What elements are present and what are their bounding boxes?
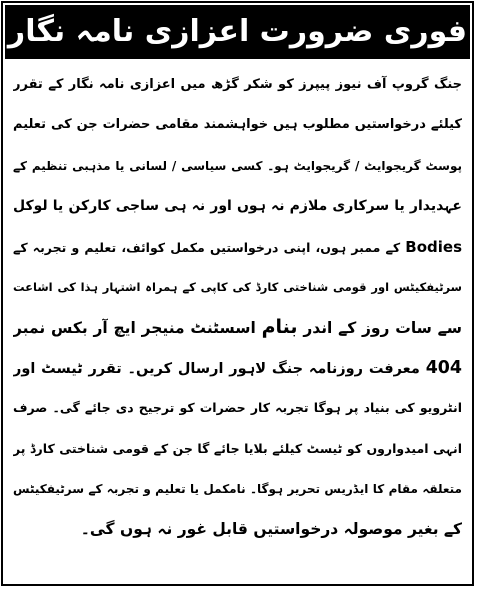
body-line: کے بغیر موصولہ درخواستیں قابل غور نہ ہوں گی۔ [80, 520, 462, 539]
body-line: انہی امیدواروں کو ٹیسٹ کیلئے بلایا جائے گا جن کے قومی شناختی کارڈ پر [13, 440, 462, 456]
ad-title: فوری ضرورت اعزازی نامہ نگار [5, 5, 470, 59]
body-line: جنگ گروپ آف نیوز پیپرز کو شکر گڑھ میں اعزازی نامہ نگار کے تقرر [13, 77, 462, 92]
banam-word: بنام [261, 316, 298, 339]
box-number: 404 [425, 357, 462, 378]
bodies-word: Bodies [405, 237, 462, 256]
body-line: پوسٹ گریجوایٹ / گریجوایٹ ہو۔ کسی سیاسی / لسانی یا مذہبی تنظیم کے [13, 158, 462, 173]
ad-body [13, 65, 462, 580]
body-line: سرٹیفکیٹس اور قومی شناختی کارڈ کی کاپی کے ہمراہ اشتہار ہذا کی اشاعت [13, 279, 462, 294]
body-line: 404 معرفت روزنامہ جنگ لاہور ارسال کریں۔ تقرر ٹیسٹ اور [13, 357, 462, 378]
body-line: کیلئے درخواستیں مطلوب ہیں خواہشمند مقامی حضرات جن کی تعلیم [13, 117, 462, 133]
body-line: عہدیدار یا سرکاری ملازم نہ ہوں اور نہ ہی ساجی کارکن یا لوکل [13, 198, 462, 215]
body-line: Bodies کے ممبر ہوں، اپنی درخواستیں مکمل کوائف، تعلیم و تجربہ کے [13, 237, 462, 256]
body-line: متعلقہ مقام کا ایڈریس تحریر ہوگا۔ نامکمل یا تعلیم و تجربہ کے سرٹیفکیٹس [13, 481, 462, 496]
body-line: انٹرویو کی بنیاد پر ہوگا تجربہ کار حضرات کو ترجیح دی جائے گی۔ صرف [13, 400, 462, 416]
advertisement-box [1, 1, 474, 586]
body-line: سے سات روز کے اندر بنام اسسٹنٹ منیجر ایچ آر بکس نمبر [13, 316, 462, 339]
